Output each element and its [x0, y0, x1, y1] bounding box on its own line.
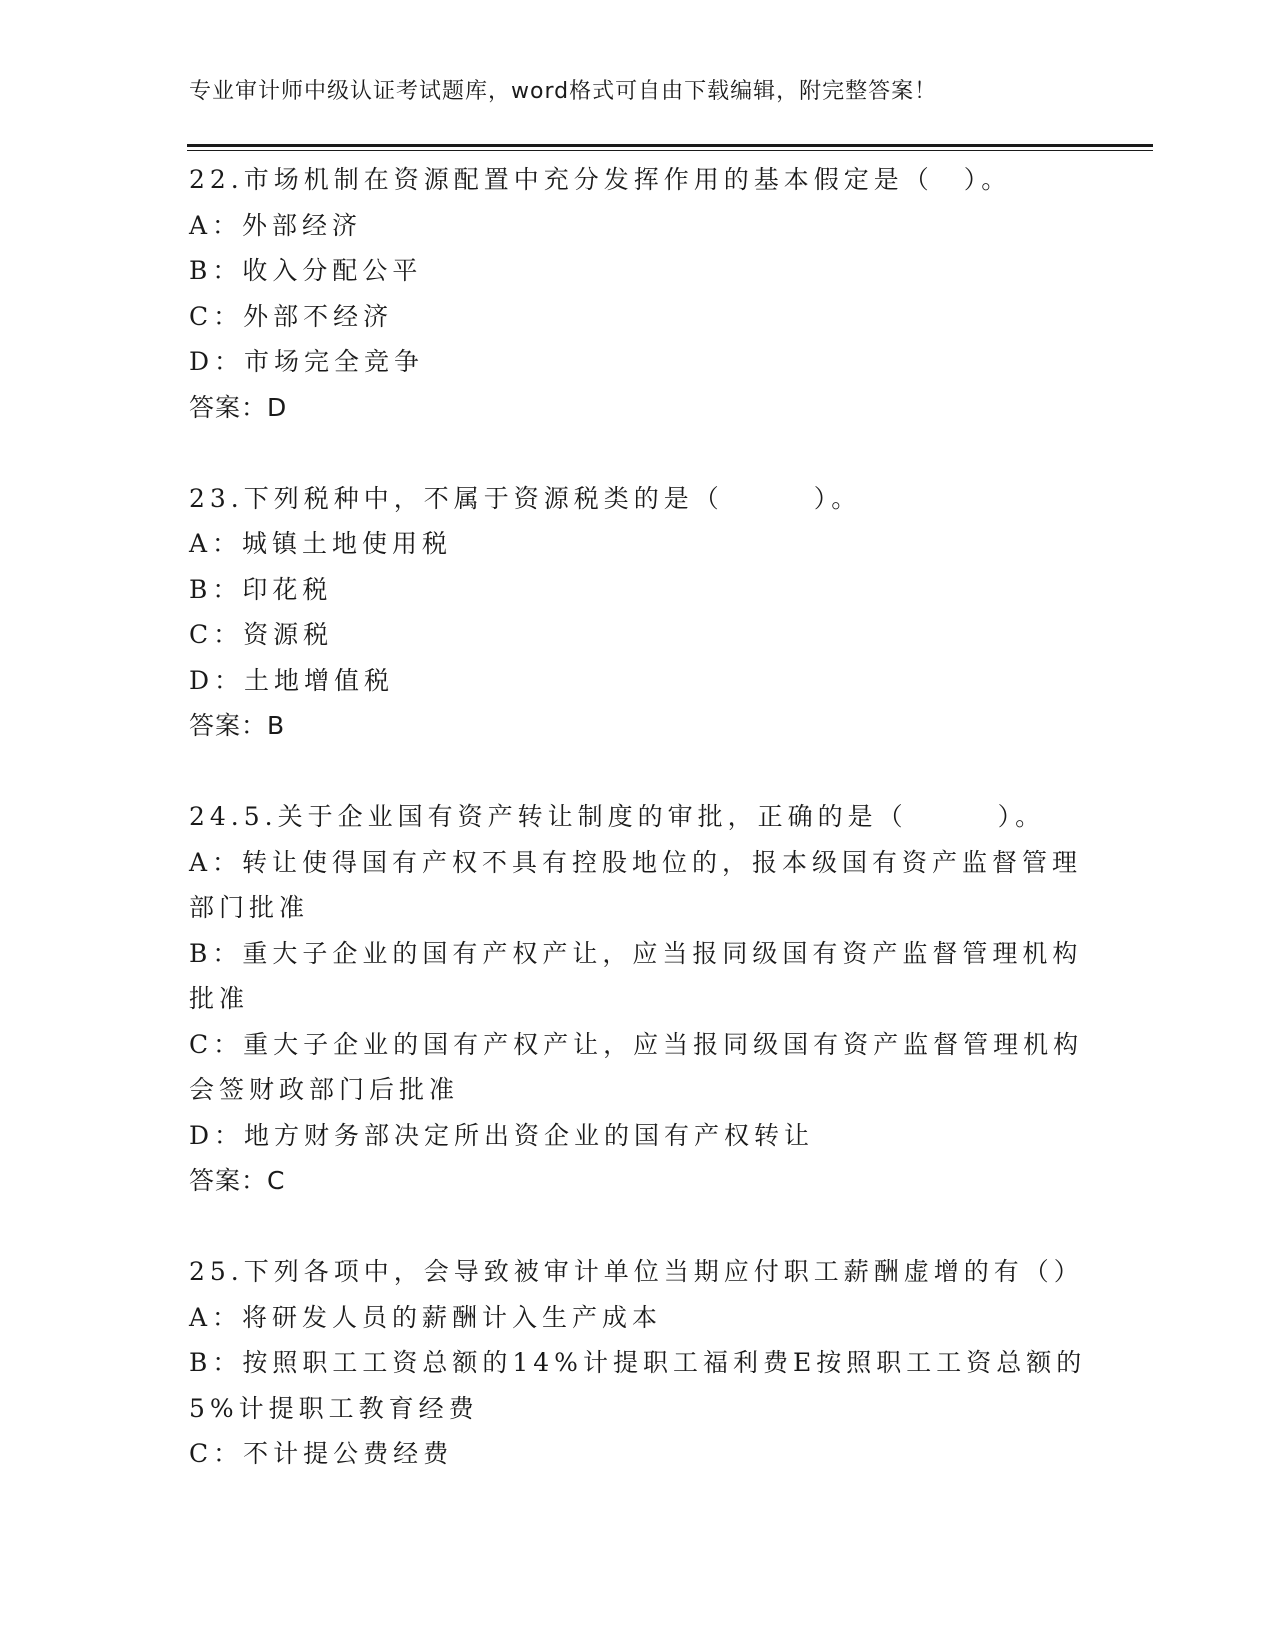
option-c: C：资源税	[189, 620, 334, 649]
answer: 答案：B	[189, 711, 286, 740]
question-22	[189, 157, 1089, 430]
header-rule-thin	[187, 150, 1153, 151]
option-b: B：按照职工工资总额的14%计提职工福利费E按照职工工资总额的5%计提职工教育经费	[189, 1348, 1087, 1423]
option-a: A：外部经济	[189, 210, 363, 240]
question-24	[189, 794, 1089, 1204]
answer: 答案：C	[189, 1166, 286, 1195]
question-list	[189, 157, 1089, 1522]
question-stem: 22.市场机制在资源配置中充分发挥作用的基本假定是（ ）。	[189, 165, 1012, 194]
page-header: 专业审计师中级认证考试题库，word格式可自由下载编辑，附完整答案！	[189, 79, 938, 104]
option-b: B：重大子企业的国有产权产让，应当报同级国有资产监督管理机构批准	[189, 938, 1083, 1013]
question-stem: 23.下列税种中，不属于资源税类的是（ ）。	[189, 483, 862, 513]
question-25	[189, 1249, 1089, 1477]
option-c: C：不计提公费经费	[189, 1439, 454, 1468]
option-c: C：外部不经济	[189, 301, 394, 331]
option-c: C：重大子企业的国有产权产让，应当报同级国有资产监督管理机构会签财政部门后批准	[189, 1029, 1084, 1104]
option-d: D：地方财务部决定所出资企业的国有产权转让	[189, 1120, 815, 1150]
header-rule-thick	[187, 144, 1153, 147]
answer: 答案：D	[189, 392, 288, 422]
option-a: A：城镇土地使用税	[189, 529, 453, 558]
question-stem: 25.下列各项中，会导致被审计单位当期应付职工薪酬虚增的有（）	[189, 1257, 1084, 1286]
option-d: D：土地增值税	[189, 665, 395, 695]
option-b: B：收入分配公平	[189, 256, 423, 285]
option-a: A：将研发人员的薪酬计入生产成本	[189, 1302, 663, 1332]
question-stem: 24.5.关于企业国有资产转让制度的审批，正确的是（ ）。	[189, 802, 1046, 831]
option-b: B：印花税	[189, 574, 333, 604]
option-d: D：市场完全竞争	[189, 347, 425, 376]
question-23	[189, 476, 1089, 749]
option-a: A：转让使得国有产权不具有控股地位的，报本级国有资产监督管理部门批准	[189, 847, 1083, 922]
